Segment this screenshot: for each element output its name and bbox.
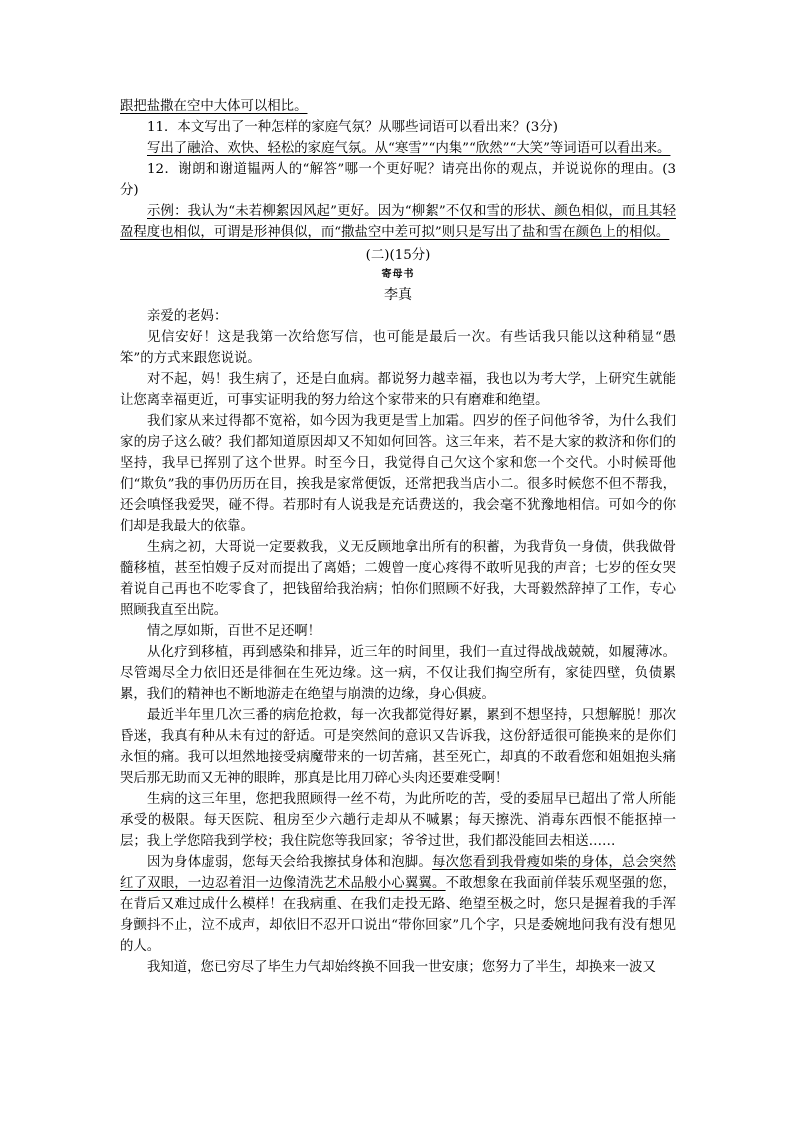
paragraph-1: 见信安好！这是我第一次给您写信，也可能是最后一次。有些话我只能以这种稍显“愚笨”的方式来跟您说说。	[120, 330, 676, 366]
answer-11-text: 写出了融洽、欢快、轻松的家庭气氛。从“寒雪”“内集”“欣然”“大笑”等词语可以看出来。	[147, 141, 671, 156]
paragraph-8: 生病的这三年里，您把我照顾得一丝不苟，为此所吃的苦，受的委屈早已超出了常人所能承受的极限。每天医院、租房至少六趟行走却从不喊累；每天擦洗、消毒东西恨不能抠掉一层；我上学您陪我到学校；我住院您等我回家；爷爷过世，我们都没能回去相送……	[120, 792, 676, 849]
paragraph-7: 最近半年里几次三番的病危抢救，每一次我都觉得好累，累到不想坚持，只想解脱！那次昏迷，我真有种从未有过的舒适。可是突然间的意识又告诉我，这份舒适很可能换来的是你们永恒的痛。我可以坦然地接受病魔带来的一切苦痛，甚至死亡，却真的不敢看您和姐姐抱头痛哭后那无助而又无神的眼眸，那真是比用刀碎心头肉还要难受啊！	[120, 708, 676, 786]
paragraph-9-end: 不敢想象在我面前佯装乐观坚强的您，在背后又难过成什么模样！在我病重、在我们走投无路、绝望至极之时，您只是握着我的手浑身颤抖不止，泣不成声，却依旧不忍开口说出“带你回家”几个字，只是委婉地问我有没有想见的人。	[120, 876, 677, 954]
salutation: 亲爱的老妈：	[147, 309, 228, 324]
paragraph-9-start: 因为身体虚弱，您每天会给我擦拭身体和泡脚。	[147, 855, 432, 870]
answer-12-text: 示例：我认为“未若柳絮因风起”更好。因为“柳絮”不仅和雪的形状、颜色相似，而且其轻盈程度也相似，可谓是形神俱似，而“撒盐空中差可拟”则只是写出了盐和雪在颜色上的相似。	[120, 204, 676, 240]
paragraph-4: 生病之初，大哥说一定要救我，义无反顾地拿出所有的积蓄，为我背负一身债，供我做骨髓移植，甚至怕嫂子反对而提出了离婚；二嫂曾一度心疼得不敢听见我的声音；七岁的侄女哭着说自己再也不吃零食了，把钱留给我治病；怕你们照顾不好我，大哥毅然辞掉了工作，专心照顾我直至出院。	[120, 540, 676, 618]
paragraph-3: 我们家从来过得都不宽裕，如今因为我更是雪上加霜。四岁的侄子问他爷爷，为什么我们家的房子这么破？我们都知道原因却又不知如何回答。这三年来，若不是大家的救济和你们的坚持，我早已挥别了这个世界。时至今日，我觉得自己欠这个家和您一个交代。小时候哥他们“欺负”我的事仍历历在目，挨我是家常便饭，还常把我当店小二。很多时候您不但不帮我，还会嗔怪我爱哭，碰不得。若那时有人说我是充话费送的，我会毫不犹豫地相信。可如今的你们却是我最大的依靠。	[120, 414, 676, 534]
document-content	[120, 96, 676, 978]
section-heading: (二)(15分)	[365, 248, 431, 263]
question-12: 12．谢朗和谢道韫两人的“解答”哪一个更好呢？请亮出你的观点，并说说你的理由。(3分)	[120, 162, 676, 198]
story-title: 寄母书	[381, 269, 415, 280]
answer-11	[120, 138, 676, 159]
question-11: 11．本文写出了一种怎样的家庭气氛？从哪些词语可以看出来？(3分)	[147, 120, 558, 135]
answer-12	[120, 201, 676, 243]
paragraph-2: 对不起，妈！我生病了，还是白血病。都说努力越幸福，我也以为考大学，上研究生就能让您离幸福更近，可事实证明我的努力给这个家带来的只有磨难和绝望。	[120, 372, 676, 408]
paragraph-9	[120, 852, 676, 957]
paragraph-9-underlined: 每次您看到我骨瘦如柴的身体，总会突然红了双眼，一边忍着泪一边像清洗艺术品般小心翼翼。	[120, 855, 677, 891]
story-author: 李真	[384, 287, 412, 303]
answer-10-tail: 跟把盐撒在空中大体可以相比。	[120, 99, 308, 114]
paragraph-5: 情之厚如斯，百世不足还啊！	[147, 624, 322, 639]
paragraph-10: 我知道，您已穷尽了毕生力气却始终换不回我一世安康；您努力了半生，却换来一波又	[147, 960, 656, 975]
paragraph-6: 从化疗到移植，再到感染和排异，近三年的时间里，我们一直过得战战兢兢，如履薄冰。尽管竭尽全力依旧还是徘徊在生死边缘。这一病，不仅让我们掏空所有，家徒四壁，负债累累，我们的精神也不断地游走在绝望与崩溃的边缘，身心俱疲。	[120, 645, 676, 702]
